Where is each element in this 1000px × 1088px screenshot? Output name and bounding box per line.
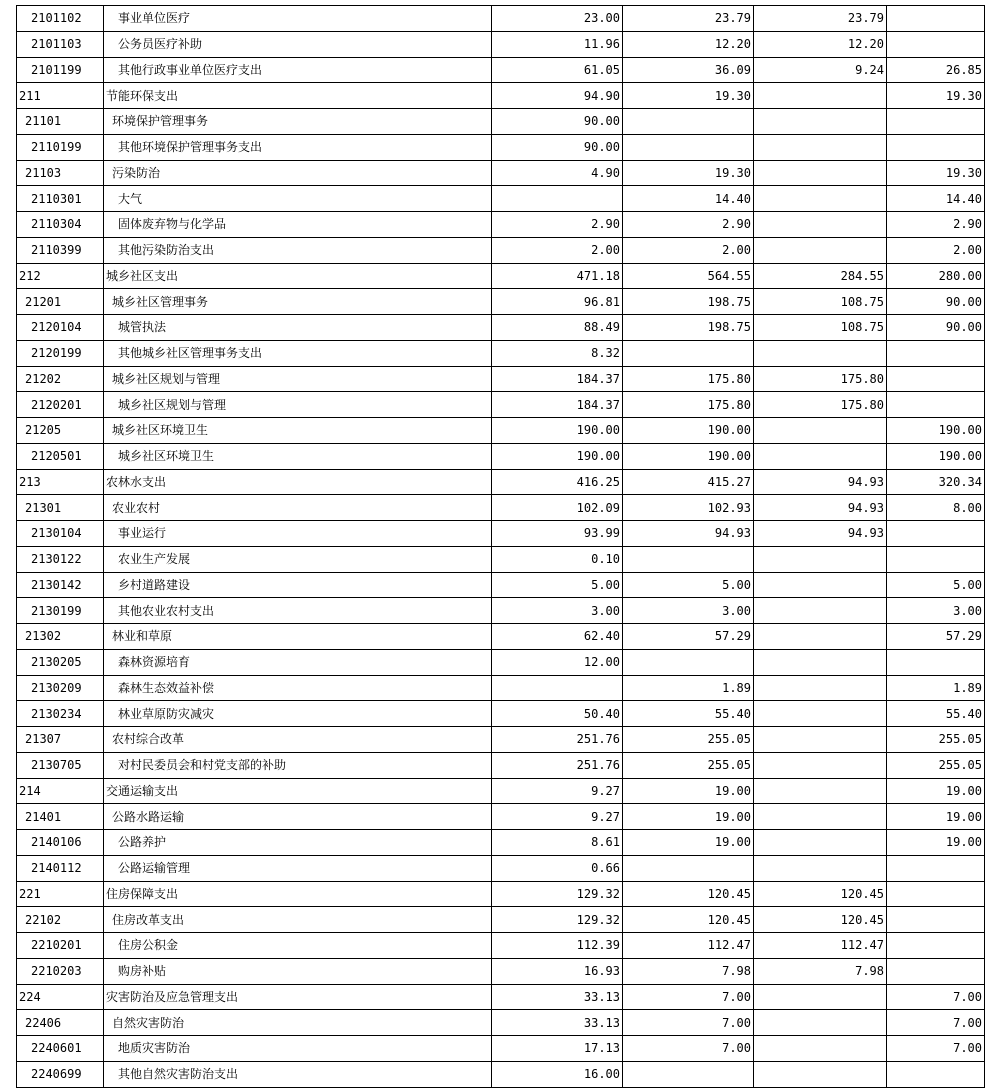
amount-col-1: 471.18 [492, 263, 623, 289]
classification-code: 2240699 [17, 1061, 104, 1087]
amount-col-3 [754, 701, 887, 727]
amount-col-1: 251.76 [492, 727, 623, 753]
amount-col-3 [754, 546, 887, 572]
amount-col-4 [887, 933, 985, 959]
amount-col-4 [887, 366, 985, 392]
amount-col-1: 2.00 [492, 237, 623, 263]
amount-col-4 [887, 6, 985, 32]
subject-name: 公路水路运输 [104, 804, 492, 830]
amount-col-1: 12.00 [492, 649, 623, 675]
amount-col-2: 2.00 [623, 237, 754, 263]
subject-name: 住房保障支出 [104, 881, 492, 907]
amount-col-2 [623, 340, 754, 366]
classification-code: 2120199 [17, 340, 104, 366]
table-row [17, 958, 985, 984]
amount-col-2 [623, 855, 754, 881]
subject-name: 城管执法 [104, 315, 492, 341]
amount-col-2: 7.98 [623, 958, 754, 984]
classification-code: 22102 [17, 907, 104, 933]
amount-col-2: 7.00 [623, 984, 754, 1010]
subject-name: 地质灾害防治 [104, 1036, 492, 1062]
amount-col-1: 23.00 [492, 6, 623, 32]
subject-name: 购房补贴 [104, 958, 492, 984]
amount-col-3 [754, 675, 887, 701]
classification-code: 2140112 [17, 855, 104, 881]
subject-name: 城乡社区支出 [104, 263, 492, 289]
classification-code: 2130199 [17, 598, 104, 624]
amount-col-3: 112.47 [754, 933, 887, 959]
subject-name: 乡村道路建设 [104, 572, 492, 598]
amount-col-1: 251.76 [492, 752, 623, 778]
amount-col-3 [754, 804, 887, 830]
classification-code: 2240601 [17, 1036, 104, 1062]
amount-col-4: 8.00 [887, 495, 985, 521]
subject-name: 其他污染防治支出 [104, 237, 492, 263]
amount-col-3: 175.80 [754, 366, 887, 392]
subject-name: 森林资源培育 [104, 649, 492, 675]
amount-col-4: 280.00 [887, 263, 985, 289]
amount-col-3 [754, 624, 887, 650]
amount-col-3 [754, 598, 887, 624]
amount-col-1: 190.00 [492, 418, 623, 444]
classification-code: 2140106 [17, 830, 104, 856]
amount-col-2 [623, 1061, 754, 1087]
subject-name: 城乡社区规划与管理 [104, 392, 492, 418]
amount-col-3 [754, 340, 887, 366]
amount-col-4: 90.00 [887, 289, 985, 315]
amount-col-3 [754, 83, 887, 109]
table-row [17, 212, 985, 238]
amount-col-4 [887, 340, 985, 366]
table-row [17, 237, 985, 263]
subject-name: 公路运输管理 [104, 855, 492, 881]
table-row [17, 340, 985, 366]
amount-col-1: 61.05 [492, 57, 623, 83]
amount-col-3: 175.80 [754, 392, 887, 418]
amount-col-2: 19.30 [623, 160, 754, 186]
amount-col-4: 190.00 [887, 443, 985, 469]
subject-name: 城乡社区管理事务 [104, 289, 492, 315]
amount-col-1: 112.39 [492, 933, 623, 959]
budget-expenditure-table [16, 5, 985, 1088]
table-row [17, 727, 985, 753]
classification-code: 213 [17, 469, 104, 495]
amount-col-3 [754, 134, 887, 160]
table-row [17, 830, 985, 856]
subject-name: 其他农业农村支出 [104, 598, 492, 624]
amount-col-1: 16.93 [492, 958, 623, 984]
amount-col-3 [754, 830, 887, 856]
classification-code: 221 [17, 881, 104, 907]
amount-col-1: 16.00 [492, 1061, 623, 1087]
amount-col-2: 3.00 [623, 598, 754, 624]
amount-col-4 [887, 31, 985, 57]
amount-col-3: 108.75 [754, 315, 887, 341]
amount-col-3: 9.24 [754, 57, 887, 83]
amount-col-3: 120.45 [754, 881, 887, 907]
amount-col-1: 9.27 [492, 778, 623, 804]
table-row [17, 624, 985, 650]
amount-col-4 [887, 521, 985, 547]
amount-col-3 [754, 855, 887, 881]
amount-col-2: 255.05 [623, 727, 754, 753]
amount-col-4: 255.05 [887, 727, 985, 753]
amount-col-4: 14.40 [887, 186, 985, 212]
table-row [17, 366, 985, 392]
amount-col-1: 96.81 [492, 289, 623, 315]
classification-code: 2101102 [17, 6, 104, 32]
amount-col-1 [492, 675, 623, 701]
classification-code: 22406 [17, 1010, 104, 1036]
amount-col-2: 175.80 [623, 366, 754, 392]
amount-col-1: 8.32 [492, 340, 623, 366]
subject-name: 森林生态效益补偿 [104, 675, 492, 701]
amount-col-3 [754, 727, 887, 753]
amount-col-2: 19.00 [623, 778, 754, 804]
table-row [17, 263, 985, 289]
amount-col-2: 36.09 [623, 57, 754, 83]
table-body [17, 6, 985, 1088]
classification-code: 212 [17, 263, 104, 289]
table-row [17, 57, 985, 83]
amount-col-2: 112.47 [623, 933, 754, 959]
amount-col-3: 23.79 [754, 6, 887, 32]
amount-col-3 [754, 752, 887, 778]
classification-code: 2110304 [17, 212, 104, 238]
amount-col-1: 11.96 [492, 31, 623, 57]
classification-code: 2130142 [17, 572, 104, 598]
amount-col-1: 62.40 [492, 624, 623, 650]
amount-col-1: 129.32 [492, 907, 623, 933]
classification-code: 2110199 [17, 134, 104, 160]
classification-code: 21103 [17, 160, 104, 186]
amount-col-3 [754, 109, 887, 135]
classification-code: 2120104 [17, 315, 104, 341]
subject-name: 节能环保支出 [104, 83, 492, 109]
classification-code: 2120501 [17, 443, 104, 469]
amount-col-2: 255.05 [623, 752, 754, 778]
classification-code: 2101199 [17, 57, 104, 83]
amount-col-4: 19.30 [887, 160, 985, 186]
amount-col-4: 26.85 [887, 57, 985, 83]
amount-col-4: 1.89 [887, 675, 985, 701]
amount-col-1: 33.13 [492, 984, 623, 1010]
amount-col-2: 198.75 [623, 315, 754, 341]
amount-col-3 [754, 1036, 887, 1062]
subject-name: 其他城乡社区管理事务支出 [104, 340, 492, 366]
table-row [17, 186, 985, 212]
amount-col-1: 5.00 [492, 572, 623, 598]
table-row [17, 598, 985, 624]
table-row [17, 933, 985, 959]
amount-col-4: 7.00 [887, 1010, 985, 1036]
amount-col-4 [887, 109, 985, 135]
amount-col-1: 50.40 [492, 701, 623, 727]
amount-col-1: 0.10 [492, 546, 623, 572]
amount-col-2: 7.00 [623, 1036, 754, 1062]
amount-col-1: 102.09 [492, 495, 623, 521]
table-row [17, 778, 985, 804]
amount-col-1: 129.32 [492, 881, 623, 907]
subject-name: 灾害防治及应急管理支出 [104, 984, 492, 1010]
table-row [17, 1036, 985, 1062]
table-row [17, 521, 985, 547]
table-row [17, 469, 985, 495]
classification-code: 2130705 [17, 752, 104, 778]
classification-code: 21205 [17, 418, 104, 444]
subject-name: 其他自然灾害防治支出 [104, 1061, 492, 1087]
amount-col-2: 5.00 [623, 572, 754, 598]
amount-col-4: 55.40 [887, 701, 985, 727]
classification-code: 2130104 [17, 521, 104, 547]
amount-col-3 [754, 778, 887, 804]
table-row [17, 546, 985, 572]
amount-col-2: 120.45 [623, 907, 754, 933]
subject-name: 农业生产发展 [104, 546, 492, 572]
classification-code: 2130234 [17, 701, 104, 727]
subject-name: 事业运行 [104, 521, 492, 547]
table-row [17, 495, 985, 521]
amount-col-4: 320.34 [887, 469, 985, 495]
amount-col-1: 94.90 [492, 83, 623, 109]
table-row [17, 701, 985, 727]
amount-col-3 [754, 984, 887, 1010]
amount-col-4: 19.00 [887, 778, 985, 804]
amount-col-1: 0.66 [492, 855, 623, 881]
amount-col-1: 184.37 [492, 366, 623, 392]
subject-name: 交通运输支出 [104, 778, 492, 804]
amount-col-3 [754, 160, 887, 186]
table-row [17, 855, 985, 881]
amount-col-1 [492, 186, 623, 212]
amount-col-4 [887, 958, 985, 984]
subject-name: 污染防治 [104, 160, 492, 186]
classification-code: 21302 [17, 624, 104, 650]
table-row [17, 289, 985, 315]
classification-code: 21201 [17, 289, 104, 315]
amount-col-3 [754, 443, 887, 469]
classification-code: 2130209 [17, 675, 104, 701]
table-row [17, 109, 985, 135]
subject-name: 农村综合改革 [104, 727, 492, 753]
amount-col-4 [887, 855, 985, 881]
amount-col-3 [754, 1061, 887, 1087]
subject-name: 住房公积金 [104, 933, 492, 959]
amount-col-1: 88.49 [492, 315, 623, 341]
amount-col-3: 94.93 [754, 469, 887, 495]
subject-name: 林业和草原 [104, 624, 492, 650]
table-row [17, 649, 985, 675]
amount-col-1: 90.00 [492, 109, 623, 135]
amount-col-1: 4.90 [492, 160, 623, 186]
classification-code: 211 [17, 83, 104, 109]
classification-code: 21307 [17, 727, 104, 753]
amount-col-4 [887, 907, 985, 933]
amount-col-2: 19.30 [623, 83, 754, 109]
classification-code: 21202 [17, 366, 104, 392]
table-row [17, 418, 985, 444]
amount-col-4 [887, 134, 985, 160]
amount-col-3 [754, 1010, 887, 1036]
amount-col-3: 120.45 [754, 907, 887, 933]
amount-col-4: 190.00 [887, 418, 985, 444]
amount-col-3: 7.98 [754, 958, 887, 984]
amount-col-1: 33.13 [492, 1010, 623, 1036]
amount-col-3 [754, 649, 887, 675]
subject-name: 公务员医疗补助 [104, 31, 492, 57]
amount-col-4: 19.00 [887, 804, 985, 830]
amount-col-1: 3.00 [492, 598, 623, 624]
table-row [17, 6, 985, 32]
amount-col-3 [754, 186, 887, 212]
table-row [17, 83, 985, 109]
amount-col-4: 7.00 [887, 984, 985, 1010]
amount-col-2: 57.29 [623, 624, 754, 650]
table-row [17, 881, 985, 907]
amount-col-3: 284.55 [754, 263, 887, 289]
table-row [17, 572, 985, 598]
subject-name: 环境保护管理事务 [104, 109, 492, 135]
amount-col-2: 7.00 [623, 1010, 754, 1036]
table-row [17, 907, 985, 933]
classification-code: 2110301 [17, 186, 104, 212]
subject-name: 其他环境保护管理事务支出 [104, 134, 492, 160]
amount-col-3 [754, 237, 887, 263]
amount-col-1: 184.37 [492, 392, 623, 418]
amount-col-4 [887, 649, 985, 675]
table-row [17, 31, 985, 57]
amount-col-2 [623, 134, 754, 160]
amount-col-2: 175.80 [623, 392, 754, 418]
amount-col-3: 108.75 [754, 289, 887, 315]
amount-col-2: 23.79 [623, 6, 754, 32]
classification-code: 2120201 [17, 392, 104, 418]
subject-name: 自然灾害防治 [104, 1010, 492, 1036]
amount-col-4 [887, 392, 985, 418]
classification-code: 214 [17, 778, 104, 804]
amount-col-2 [623, 546, 754, 572]
classification-code: 224 [17, 984, 104, 1010]
amount-col-2: 120.45 [623, 881, 754, 907]
classification-code: 21101 [17, 109, 104, 135]
subject-name: 公路养护 [104, 830, 492, 856]
subject-name: 农林水支出 [104, 469, 492, 495]
classification-code: 2101103 [17, 31, 104, 57]
subject-name: 其他行政事业单位医疗支出 [104, 57, 492, 83]
classification-code: 2130122 [17, 546, 104, 572]
amount-col-4: 57.29 [887, 624, 985, 650]
amount-col-3: 12.20 [754, 31, 887, 57]
amount-col-2: 415.27 [623, 469, 754, 495]
amount-col-3 [754, 212, 887, 238]
table-row [17, 1010, 985, 1036]
amount-col-4 [887, 1061, 985, 1087]
subject-name: 住房改革支出 [104, 907, 492, 933]
subject-name: 对村民委员会和村党支部的补助 [104, 752, 492, 778]
classification-code: 21401 [17, 804, 104, 830]
subject-name: 大气 [104, 186, 492, 212]
amount-col-3: 94.93 [754, 495, 887, 521]
amount-col-2: 564.55 [623, 263, 754, 289]
table-row [17, 675, 985, 701]
amount-col-3 [754, 572, 887, 598]
amount-col-4: 5.00 [887, 572, 985, 598]
amount-col-2: 190.00 [623, 418, 754, 444]
amount-col-1: 416.25 [492, 469, 623, 495]
amount-col-1: 93.99 [492, 521, 623, 547]
table-row [17, 804, 985, 830]
classification-code: 2210201 [17, 933, 104, 959]
amount-col-2: 19.00 [623, 830, 754, 856]
subject-name: 城乡社区环境卫生 [104, 418, 492, 444]
amount-col-2: 12.20 [623, 31, 754, 57]
amount-col-3 [754, 418, 887, 444]
subject-name: 城乡社区环境卫生 [104, 443, 492, 469]
amount-col-1: 9.27 [492, 804, 623, 830]
amount-col-2: 19.00 [623, 804, 754, 830]
classification-code: 2210203 [17, 958, 104, 984]
amount-col-2 [623, 109, 754, 135]
amount-col-2: 2.90 [623, 212, 754, 238]
amount-col-4: 19.00 [887, 830, 985, 856]
amount-col-1: 2.90 [492, 212, 623, 238]
classification-code: 2110399 [17, 237, 104, 263]
amount-col-1: 8.61 [492, 830, 623, 856]
table-row [17, 1061, 985, 1087]
amount-col-2: 190.00 [623, 443, 754, 469]
amount-col-4 [887, 546, 985, 572]
amount-col-2 [623, 649, 754, 675]
amount-col-4: 19.30 [887, 83, 985, 109]
table-row [17, 134, 985, 160]
amount-col-2: 102.93 [623, 495, 754, 521]
amount-col-2: 1.89 [623, 675, 754, 701]
amount-col-4: 7.00 [887, 1036, 985, 1062]
table-row [17, 392, 985, 418]
amount-col-4: 255.05 [887, 752, 985, 778]
table-row [17, 984, 985, 1010]
amount-col-1: 17.13 [492, 1036, 623, 1062]
amount-col-2: 94.93 [623, 521, 754, 547]
table-row [17, 315, 985, 341]
amount-col-1: 90.00 [492, 134, 623, 160]
subject-name: 城乡社区规划与管理 [104, 366, 492, 392]
table-row [17, 160, 985, 186]
classification-code: 2130205 [17, 649, 104, 675]
amount-col-4: 2.90 [887, 212, 985, 238]
table-row [17, 752, 985, 778]
classification-code: 21301 [17, 495, 104, 521]
subject-name: 农业农村 [104, 495, 492, 521]
amount-col-2: 14.40 [623, 186, 754, 212]
amount-col-4: 90.00 [887, 315, 985, 341]
table-row [17, 443, 985, 469]
subject-name: 林业草原防灾减灾 [104, 701, 492, 727]
amount-col-2: 198.75 [623, 289, 754, 315]
amount-col-3: 94.93 [754, 521, 887, 547]
amount-col-4: 2.00 [887, 237, 985, 263]
amount-col-4 [887, 881, 985, 907]
amount-col-2: 55.40 [623, 701, 754, 727]
subject-name: 事业单位医疗 [104, 6, 492, 32]
amount-col-1: 190.00 [492, 443, 623, 469]
subject-name: 固体废弃物与化学品 [104, 212, 492, 238]
amount-col-4: 3.00 [887, 598, 985, 624]
